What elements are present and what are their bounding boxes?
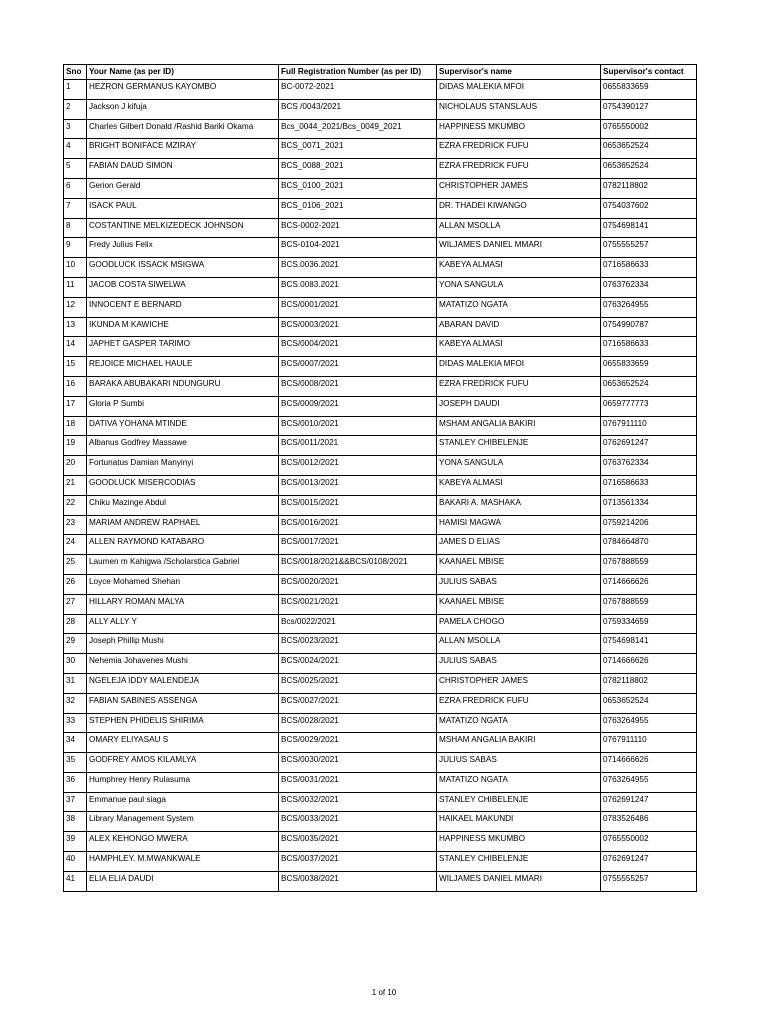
cell-contact: 0653652524 bbox=[601, 159, 697, 179]
cell-name: FABIAN SABINES ASSENGA bbox=[87, 693, 279, 713]
table-row bbox=[64, 297, 697, 317]
table-row bbox=[64, 574, 697, 594]
cell-registration: BC-0072-2021 bbox=[279, 80, 437, 100]
cell-registration: BCS.0036.2021 bbox=[279, 258, 437, 278]
cell-sno: 21 bbox=[64, 475, 87, 495]
cell-name: HEZRON GERMANUS KAYOMBO bbox=[87, 80, 279, 100]
cell-registration: BCS/0021/2021 bbox=[279, 594, 437, 614]
cell-sno: 15 bbox=[64, 357, 87, 377]
cell-sno: 18 bbox=[64, 416, 87, 436]
supervisor-table bbox=[63, 64, 697, 892]
table-row bbox=[64, 673, 697, 693]
cell-name: Laumen m Kahigwa /Scholarstica Gabriel bbox=[87, 555, 279, 575]
cell-name: STEPHEN PHIDELIS SHIRIMA bbox=[87, 713, 279, 733]
cell-sno: 2 bbox=[64, 99, 87, 119]
cell-supervisor: HAPPINESS MKUMBO bbox=[437, 119, 601, 139]
cell-registration: BCS/0038/2021 bbox=[279, 871, 437, 891]
table-row bbox=[64, 792, 697, 812]
cell-registration: Bcs/0022/2021 bbox=[279, 614, 437, 634]
cell-name: Gloria P Sumbi bbox=[87, 396, 279, 416]
cell-contact: 0762691247 bbox=[601, 436, 697, 456]
cell-registration: BCS_0071_2021 bbox=[279, 139, 437, 159]
cell-name: IKUNDA M KAWICHE bbox=[87, 317, 279, 337]
cell-contact: 0716586633 bbox=[601, 258, 697, 278]
cell-name: Fredy Julius Felix bbox=[87, 238, 279, 258]
table-row bbox=[64, 119, 697, 139]
cell-sno: 27 bbox=[64, 594, 87, 614]
column-header-name: Your Name (as per ID) bbox=[87, 65, 279, 80]
cell-name: INNOCENT E BERNARD bbox=[87, 297, 279, 317]
cell-name: Jackson J kifuja bbox=[87, 99, 279, 119]
cell-name: COSTANTINE MELKIZEDECK JOHNSON bbox=[87, 218, 279, 238]
cell-contact: 0714666626 bbox=[601, 753, 697, 773]
cell-name: ALLY ALLY Y bbox=[87, 614, 279, 634]
cell-supervisor: HAMISI MAGWA bbox=[437, 515, 601, 535]
cell-supervisor: JOSEPH DAUDI bbox=[437, 396, 601, 416]
cell-registration: BCS_0088_2021 bbox=[279, 159, 437, 179]
cell-registration: BCS_0100_2021 bbox=[279, 178, 437, 198]
cell-name: ALLEN RAYMOND KATABARO bbox=[87, 535, 279, 555]
cell-supervisor: EZRA FREDRICK FUFU bbox=[437, 693, 601, 713]
cell-sno: 10 bbox=[64, 258, 87, 278]
table-row bbox=[64, 159, 697, 179]
cell-sno: 13 bbox=[64, 317, 87, 337]
cell-registration: BCS/0025/2021 bbox=[279, 673, 437, 693]
cell-registration: BCS/0009/2021 bbox=[279, 396, 437, 416]
cell-registration: BCS/0027/2021 bbox=[279, 693, 437, 713]
cell-contact: 0759214206 bbox=[601, 515, 697, 535]
cell-contact: 0655833659 bbox=[601, 357, 697, 377]
table-row bbox=[64, 495, 697, 515]
cell-name: Fortunatus Damian Manyinyi bbox=[87, 456, 279, 476]
cell-sno: 33 bbox=[64, 713, 87, 733]
cell-supervisor: MATATIZO NGATA bbox=[437, 297, 601, 317]
cell-supervisor: BAKARI A. MASHAKA bbox=[437, 495, 601, 515]
cell-supervisor: KABEYA ALMASI bbox=[437, 337, 601, 357]
cell-registration: BCS_0106_2021 bbox=[279, 198, 437, 218]
cell-sno: 29 bbox=[64, 634, 87, 654]
cell-contact: 0655833659 bbox=[601, 80, 697, 100]
table-row bbox=[64, 733, 697, 753]
cell-name: NGELEJA IDDY MALENDEJA bbox=[87, 673, 279, 693]
cell-supervisor: WILJAMES DANIEL MMARI bbox=[437, 238, 601, 258]
cell-registration: BCS-0002-2021 bbox=[279, 218, 437, 238]
cell-supervisor: KAANAEL MBISE bbox=[437, 555, 601, 575]
cell-registration: BCS/0013/2021 bbox=[279, 475, 437, 495]
cell-name: Humphrey Henry Rulasuma bbox=[87, 772, 279, 792]
cell-name: GODFREY AMOS KILAMLYA bbox=[87, 753, 279, 773]
cell-registration: BCS/0029/2021 bbox=[279, 733, 437, 753]
table-row bbox=[64, 376, 697, 396]
cell-registration: BCS/0037/2021 bbox=[279, 852, 437, 872]
cell-contact: 0767888559 bbox=[601, 594, 697, 614]
table-row bbox=[64, 515, 697, 535]
table-row bbox=[64, 258, 697, 278]
table-row bbox=[64, 416, 697, 436]
cell-name: JACOB COSTA SIWELWA bbox=[87, 277, 279, 297]
cell-contact: 0783526486 bbox=[601, 812, 697, 832]
cell-registration: BCS/0004/2021 bbox=[279, 337, 437, 357]
cell-name: ISACK PAUL bbox=[87, 198, 279, 218]
table-row bbox=[64, 456, 697, 476]
cell-contact: 0784664870 bbox=[601, 535, 697, 555]
cell-name: Loyce Mohamed Shehan bbox=[87, 574, 279, 594]
cell-registration: BCS/0035/2021 bbox=[279, 832, 437, 852]
cell-sno: 26 bbox=[64, 574, 87, 594]
table-row bbox=[64, 812, 697, 832]
table-row bbox=[64, 337, 697, 357]
table-row bbox=[64, 357, 697, 377]
cell-registration: BCS/0003/2021 bbox=[279, 317, 437, 337]
table-row bbox=[64, 436, 697, 456]
cell-contact: 0653652524 bbox=[601, 693, 697, 713]
table-header-row bbox=[64, 65, 697, 80]
cell-contact: 0762691247 bbox=[601, 792, 697, 812]
cell-contact: 0765550002 bbox=[601, 832, 697, 852]
cell-supervisor: NICHOLAUS STANSLAUS bbox=[437, 99, 601, 119]
cell-registration: BCS/0028/2021 bbox=[279, 713, 437, 733]
cell-contact: 0782118802 bbox=[601, 673, 697, 693]
cell-contact: 0765550002 bbox=[601, 119, 697, 139]
cell-registration: BCS/0032/2021 bbox=[279, 792, 437, 812]
table-row bbox=[64, 198, 697, 218]
cell-sno: 25 bbox=[64, 555, 87, 575]
cell-supervisor: HAPPINESS MKUMBO bbox=[437, 832, 601, 852]
cell-supervisor: EZRA FREDRICK FUFU bbox=[437, 159, 601, 179]
cell-contact: 0716586633 bbox=[601, 475, 697, 495]
cell-registration: BCS/0020/2021 bbox=[279, 574, 437, 594]
cell-contact: 0763264955 bbox=[601, 713, 697, 733]
cell-supervisor: KABEYA ALMASI bbox=[437, 258, 601, 278]
cell-sno: 8 bbox=[64, 218, 87, 238]
cell-contact: 0759334659 bbox=[601, 614, 697, 634]
cell-supervisor: ALLAN MSOLLA bbox=[437, 634, 601, 654]
cell-registration: BCS/0011/2021 bbox=[279, 436, 437, 456]
cell-name: MARIAM ANDREW RAPHAEL bbox=[87, 515, 279, 535]
cell-registration: BCS/0024/2021 bbox=[279, 654, 437, 674]
cell-name: FABIAN DAUD SIMON bbox=[87, 159, 279, 179]
cell-supervisor: ABARAN DAVID bbox=[437, 317, 601, 337]
cell-name: Library Management System bbox=[87, 812, 279, 832]
cell-registration: BCS/0008/2021 bbox=[279, 376, 437, 396]
cell-registration: BCS/0015/2021 bbox=[279, 495, 437, 515]
table-row bbox=[64, 80, 697, 100]
cell-contact: 0754990787 bbox=[601, 317, 697, 337]
cell-name: Charles Gilbert Donald /Rashid Bariki Okama bbox=[87, 119, 279, 139]
cell-name: OMARY ELIYASAU S bbox=[87, 733, 279, 753]
cell-contact: 0782118802 bbox=[601, 178, 697, 198]
cell-contact: 0762691247 bbox=[601, 852, 697, 872]
cell-sno: 14 bbox=[64, 337, 87, 357]
cell-supervisor: JULIUS SABAS bbox=[437, 753, 601, 773]
cell-sno: 1 bbox=[64, 80, 87, 100]
cell-contact: 0754698141 bbox=[601, 634, 697, 654]
cell-sno: 4 bbox=[64, 139, 87, 159]
cell-sno: 38 bbox=[64, 812, 87, 832]
cell-name: HAMPHLEY. M.MWANKWALE bbox=[87, 852, 279, 872]
cell-registration: BCS/0018/2021&&BCS/0108/2021 bbox=[279, 555, 437, 575]
cell-sno: 28 bbox=[64, 614, 87, 634]
cell-name: GOODLUCK MISERCODIAS bbox=[87, 475, 279, 495]
cell-registration: BCS/0010/2021 bbox=[279, 416, 437, 436]
cell-sno: 37 bbox=[64, 792, 87, 812]
table-row bbox=[64, 238, 697, 258]
cell-sno: 12 bbox=[64, 297, 87, 317]
cell-sno: 19 bbox=[64, 436, 87, 456]
table-row bbox=[64, 277, 697, 297]
cell-contact: 0767911110 bbox=[601, 733, 697, 753]
cell-sno: 39 bbox=[64, 832, 87, 852]
cell-contact: 0763264955 bbox=[601, 297, 697, 317]
cell-sno: 30 bbox=[64, 654, 87, 674]
column-header-sno: Sno bbox=[64, 65, 87, 80]
cell-registration: BCS/0007/2021 bbox=[279, 357, 437, 377]
cell-registration: BCS /0043/2021 bbox=[279, 99, 437, 119]
cell-supervisor: YONA SANGULA bbox=[437, 456, 601, 476]
cell-supervisor: PAMELA CHOGO bbox=[437, 614, 601, 634]
cell-supervisor: YONA SANGULA bbox=[437, 277, 601, 297]
cell-supervisor: JAMES D ELIAS bbox=[437, 535, 601, 555]
cell-sno: 7 bbox=[64, 198, 87, 218]
cell-contact: 0755555257 bbox=[601, 871, 697, 891]
cell-sno: 24 bbox=[64, 535, 87, 555]
column-header-contact: Supervisor's contact bbox=[601, 65, 697, 80]
cell-registration: BCS/0017/2021 bbox=[279, 535, 437, 555]
cell-name: Gerion Gerald bbox=[87, 178, 279, 198]
table-row bbox=[64, 139, 697, 159]
table-row bbox=[64, 772, 697, 792]
cell-sno: 41 bbox=[64, 871, 87, 891]
cell-supervisor: CHRISTOPHER JAMES bbox=[437, 673, 601, 693]
cell-sno: 34 bbox=[64, 733, 87, 753]
table-row bbox=[64, 396, 697, 416]
cell-name: Chiku Mazinge Abdul bbox=[87, 495, 279, 515]
cell-contact: 0763762334 bbox=[601, 456, 697, 476]
cell-sno: 22 bbox=[64, 495, 87, 515]
cell-name: DATIVA YOHANA MTINDE bbox=[87, 416, 279, 436]
cell-sno: 23 bbox=[64, 515, 87, 535]
table-row bbox=[64, 475, 697, 495]
table-row bbox=[64, 832, 697, 852]
table-row bbox=[64, 852, 697, 872]
cell-sno: 20 bbox=[64, 456, 87, 476]
cell-sno: 17 bbox=[64, 396, 87, 416]
cell-contact: 0763264955 bbox=[601, 772, 697, 792]
cell-contact: 0754698141 bbox=[601, 218, 697, 238]
cell-name: GOODLUCK ISSACK MSIGWA bbox=[87, 258, 279, 278]
cell-registration: BCS/0030/2021 bbox=[279, 753, 437, 773]
cell-registration: BCS/0012/2021 bbox=[279, 456, 437, 476]
cell-supervisor: DR. THADEI KIWANGO bbox=[437, 198, 601, 218]
cell-name: Emmanue paul siaga bbox=[87, 792, 279, 812]
cell-sno: 6 bbox=[64, 178, 87, 198]
cell-supervisor: EZRA FREDRICK FUFU bbox=[437, 376, 601, 396]
cell-supervisor: KABEYA ALMASI bbox=[437, 475, 601, 495]
table-row bbox=[64, 693, 697, 713]
cell-name: REJOICE MICHAEL HAULE bbox=[87, 357, 279, 377]
cell-name: ALEX KEHONGO MWERA bbox=[87, 832, 279, 852]
cell-registration: Bcs_0044_2021/Bcs_0049_2021 bbox=[279, 119, 437, 139]
table-body bbox=[64, 80, 697, 892]
cell-sno: 9 bbox=[64, 238, 87, 258]
cell-supervisor: MATATIZO NGATA bbox=[437, 713, 601, 733]
cell-name: Nehemia Johavenes Mushi bbox=[87, 654, 279, 674]
cell-supervisor: MSHAM ANGALIA BAKIRI bbox=[437, 416, 601, 436]
cell-supervisor: HAIKAEL MAKUNDI bbox=[437, 812, 601, 832]
cell-supervisor: STANLEY CHIBELENJE bbox=[437, 792, 601, 812]
cell-name: ELIA ELIA DAUDI bbox=[87, 871, 279, 891]
cell-contact: 0767911110 bbox=[601, 416, 697, 436]
cell-supervisor: WILJAMES DANIEL MMARI bbox=[437, 871, 601, 891]
cell-sno: 31 bbox=[64, 673, 87, 693]
cell-contact: 0754390127 bbox=[601, 99, 697, 119]
cell-supervisor: ALLAN MSOLLA bbox=[437, 218, 601, 238]
table-row bbox=[64, 99, 697, 119]
cell-registration: BCS/0023/2021 bbox=[279, 634, 437, 654]
cell-contact: 0767888559 bbox=[601, 555, 697, 575]
table-row bbox=[64, 555, 697, 575]
page-number: 1 of 10 bbox=[371, 988, 397, 997]
cell-supervisor: DIDAS MALEKIA MFOI bbox=[437, 80, 601, 100]
cell-sno: 3 bbox=[64, 119, 87, 139]
cell-contact: 0653652524 bbox=[601, 376, 697, 396]
table-row bbox=[64, 713, 697, 733]
cell-name: BARAKA ABUBAKARI NDUNGURU bbox=[87, 376, 279, 396]
cell-supervisor: MATATIZO NGATA bbox=[437, 772, 601, 792]
cell-contact: 0714666626 bbox=[601, 654, 697, 674]
cell-supervisor: EZRA FREDRICK FUFU bbox=[437, 139, 601, 159]
cell-contact: 0653652524 bbox=[601, 139, 697, 159]
cell-contact: 0763762334 bbox=[601, 277, 697, 297]
table-row bbox=[64, 178, 697, 198]
cell-registration: BCS/0033/2021 bbox=[279, 812, 437, 832]
cell-sno: 36 bbox=[64, 772, 87, 792]
cell-sno: 11 bbox=[64, 277, 87, 297]
cell-supervisor: JULIUS SABAS bbox=[437, 574, 601, 594]
cell-name: Joseph Phillip Mushi bbox=[87, 634, 279, 654]
column-header-registration: Full Registration Number (as per ID) bbox=[279, 65, 437, 80]
cell-registration: BCS/0001/2021 bbox=[279, 297, 437, 317]
cell-supervisor: CHRISTOPHER JAMES bbox=[437, 178, 601, 198]
cell-sno: 16 bbox=[64, 376, 87, 396]
table-row bbox=[64, 614, 697, 634]
cell-registration: BCS/0031/2021 bbox=[279, 772, 437, 792]
cell-name: BRIGHT BONIFACE MZIRAY bbox=[87, 139, 279, 159]
cell-name: JAPHET GASPER TARIMO bbox=[87, 337, 279, 357]
cell-sno: 40 bbox=[64, 852, 87, 872]
cell-supervisor: STANLEY CHIBELENJE bbox=[437, 852, 601, 872]
cell-supervisor: STANLEY CHIBELENJE bbox=[437, 436, 601, 456]
table-row bbox=[64, 594, 697, 614]
cell-sno: 5 bbox=[64, 159, 87, 179]
cell-supervisor: KAANAEL MBISE bbox=[437, 594, 601, 614]
column-header-supervisor: Supervisor's name bbox=[437, 65, 601, 80]
cell-contact: 0754037602 bbox=[601, 198, 697, 218]
cell-sno: 35 bbox=[64, 753, 87, 773]
table-row bbox=[64, 753, 697, 773]
cell-contact: 0755555257 bbox=[601, 238, 697, 258]
table-row bbox=[64, 317, 697, 337]
table-row bbox=[64, 871, 697, 891]
cell-supervisor: JULIUS SABAS bbox=[437, 654, 601, 674]
cell-supervisor: DIDAS MALEKIA MFOI bbox=[437, 357, 601, 377]
cell-registration: BCS-0104-2021 bbox=[279, 238, 437, 258]
cell-name: HILLARY ROMAN MALYA bbox=[87, 594, 279, 614]
cell-contact: 0716586633 bbox=[601, 337, 697, 357]
table-row bbox=[64, 654, 697, 674]
cell-registration: BCS.0083.2021 bbox=[279, 277, 437, 297]
cell-contact: 0714666626 bbox=[601, 574, 697, 594]
cell-registration: BCS/0016/2021 bbox=[279, 515, 437, 535]
cell-sno: 32 bbox=[64, 693, 87, 713]
cell-name: Albanus Godfrey Massawe bbox=[87, 436, 279, 456]
table-row bbox=[64, 634, 697, 654]
table-row bbox=[64, 218, 697, 238]
cell-supervisor: MSHAM ANGALIA BAKIRI bbox=[437, 733, 601, 753]
cell-contact: 0659777773 bbox=[601, 396, 697, 416]
cell-contact: 0713561334 bbox=[601, 495, 697, 515]
table-row bbox=[64, 535, 697, 555]
